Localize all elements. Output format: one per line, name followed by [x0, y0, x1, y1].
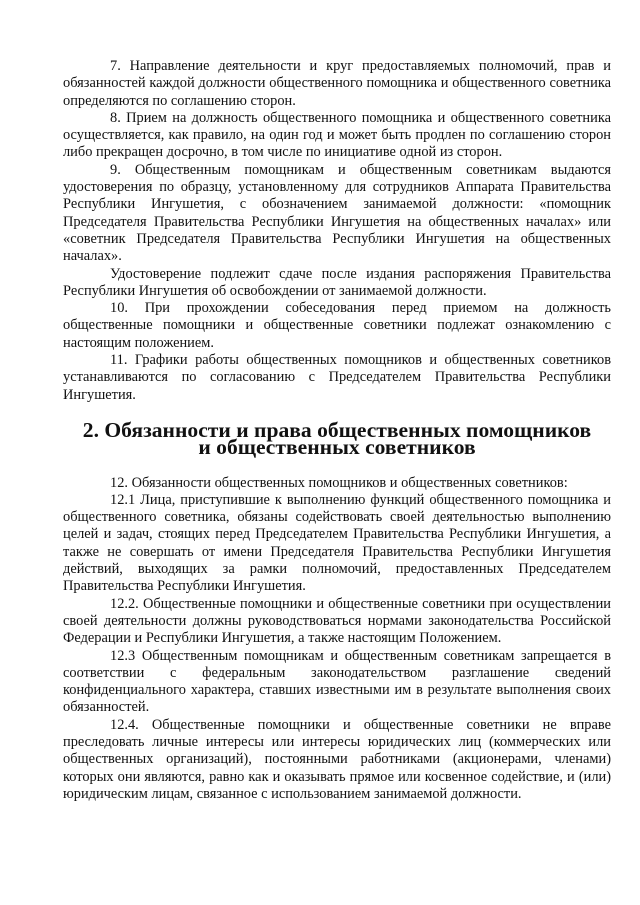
- paragraph-12-3: 12.3 Общественным помощникам и общественным советникам запрещается в соответствии с федеральным законодательством разглашение сведений конфиденциального характера, ставших известными им в результате выполнения своих обязанностей.: [63, 647, 611, 716]
- section-heading-line-1: 2. Обязанности и права общественных помощников: [82, 417, 592, 442]
- paragraph-certificate-return: Удостоверение подлежит сдаче после издания распоряжения Правительства Республики Ингушетия об освобождении от занимаемой должности.: [63, 265, 611, 299]
- paragraph-12-2: 12.2. Общественные помощники и общественные советники при осуществлении своей деятельности должны руководствоваться нормами законодательства Российской Федерации и Республики Ингушетия, а также настоящим Положением.: [63, 595, 611, 647]
- paragraph-12-4: 12.4. Общественные помощники и общественные советники не вправе преследовать личные интересы или интересы юридических лиц (коммерческих или общественных организаций), постоянными работниками (акционерами, членами) которых они являются, равно как и оказывать прямое или косвенное содействие, и (или) юридическим лицам, связанное с использованием занимаемой должности.: [63, 716, 611, 802]
- paragraph-7: 7. Направление деятельности и круг предоставляемых полномочий, прав и обязанностей каждой должности общественного помощника и общественного советника определяются по соглашению сторон.: [63, 58, 611, 109]
- paragraph-12: 12. Обязанности общественных помощников и общественных советников:: [110, 474, 568, 491]
- section-heading: [63, 417, 611, 460]
- paragraph-12-1: 12.1 Лица, приступившие к выполнению функций общественного помощника и общественного советника, обязаны содействовать своей деятельностью выполнению целей и задач, стоящих перед Председателем Правительства Республики Ингушетия, а также не совершать от имени Председателя Правительства Республики Ингушетия действий, выходящих за рамки полномочий, предоставленных Председателем Правительства Республики Ингушетия.: [63, 491, 611, 595]
- paragraph-10: 10. При прохождении собеседования перед приемом на должность общественные помощники и общественные советники подлежат ознакомлению с настоящим положением.: [63, 300, 611, 351]
- paragraph-11: 11. Графики работы общественных помощников и общественных советников устанавливаются по согласованию с Председателем Правительства Республики Ингушетия.: [63, 352, 611, 403]
- paragraph-9: 9. Общественным помощникам и общественным советникам выдаются удостоверения по образцу, установленному для сотрудников Аппарата Правительства Республики Ингушетия, с обозначением занимаемой должности: «помощник Председателя Правительства Республики Ингушетия на общественных началах» или «советник Председателя Правительства Республики Ингушетия на общественных началах».: [63, 161, 611, 265]
- paragraph-8: 8. Прием на должность общественного помощника и общественного советника осуществляется, как правило, на один год и может быть продлен по соглашению сторон либо прекращен досрочно, в том числе по инициативе одной из сторон.: [63, 109, 611, 161]
- document-page: [63, 58, 611, 803]
- section-heading-line-2: и общественных советников: [198, 435, 476, 460]
